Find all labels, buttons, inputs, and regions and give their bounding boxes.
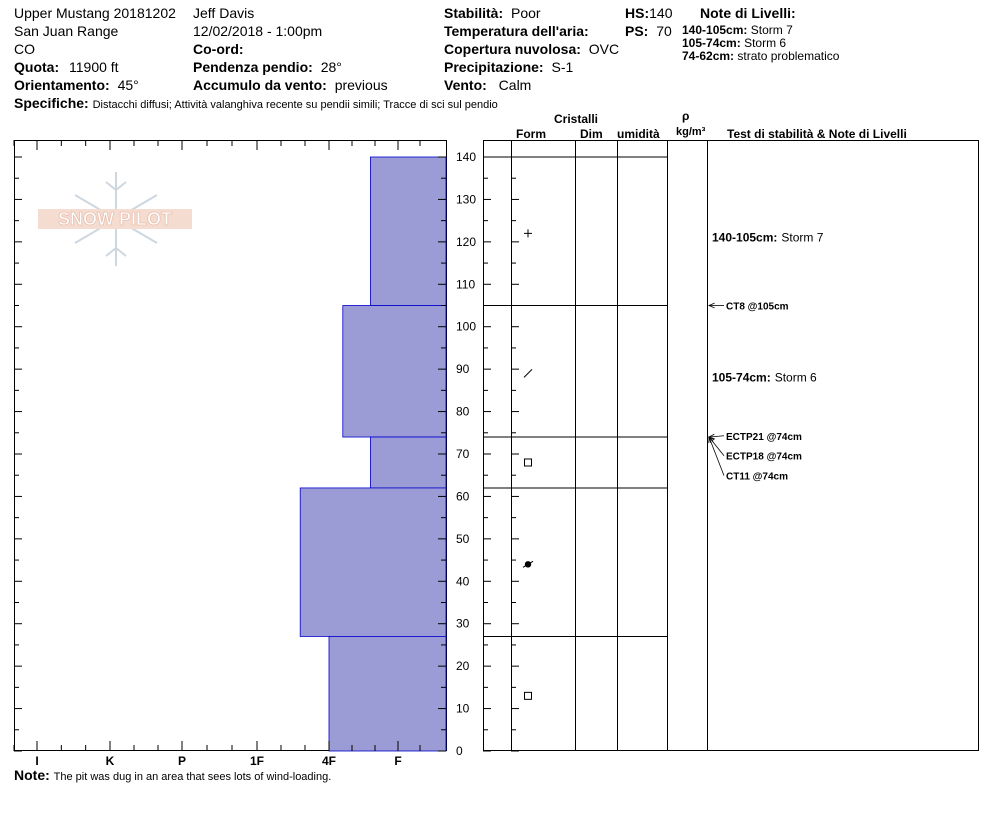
ps-value: 70: [656, 23, 672, 39]
slope-label: Pendenza pendio:: [193, 59, 313, 75]
depth-tick-label: 120: [456, 234, 477, 249]
sky-cover-value: OVC: [588, 41, 620, 57]
layer-note-3-text: strato problematico: [737, 49, 840, 63]
layer-note-text: Storm 6: [774, 370, 817, 385]
air-temp-label: Temperatura dell'aria:: [444, 23, 589, 39]
note-value: The pit was dug in an area that sees lots of wind-loading.: [53, 771, 332, 783]
wind-loading-label: Accumulo da vento:: [193, 77, 327, 93]
observer-name: Jeff Davis: [193, 5, 255, 21]
depth-tick-label: 70: [456, 447, 470, 461]
layer-note-range: 140-105cm:: [712, 230, 778, 245]
logo-text: SNOW PILOT: [58, 209, 172, 229]
hs-label: HS:: [625, 5, 650, 21]
grain-form-decomposing-fragments: [524, 369, 532, 377]
precip-label: Precipitazione:: [444, 59, 544, 75]
hardness-tick-label: 4F: [321, 754, 337, 768]
moisture-header: umidità: [617, 127, 660, 141]
layer-notes-title: Note di Livelli:: [700, 5, 796, 21]
stability-test-label: ECTP18 @74cm: [726, 451, 802, 463]
hs-value: 140: [649, 5, 673, 21]
elevation-value: 11900 ft: [69, 59, 119, 75]
layer-note-range: 105-74cm:: [712, 370, 771, 385]
sky-cover-label: Copertura nuvolosa:: [444, 41, 581, 57]
stability-test-label: CT8 @105cm: [726, 301, 789, 313]
layer-note-2-text: Storm 6: [744, 36, 787, 50]
depth-tick-label: 90: [456, 362, 470, 377]
hardness-tick-label: K: [105, 754, 115, 768]
stability-test: [709, 432, 802, 443]
depth-tick-label: 50: [456, 531, 470, 546]
density-unit: kg/m³: [676, 126, 706, 138]
layer-note-inline: [712, 371, 817, 385]
pit-location: Upper Mustang 20181202: [14, 5, 176, 21]
specifics-value: Distacchi diffusi; Attività valanghiva recente su pendii simili; Tracce di sci sul pendio: [92, 99, 498, 111]
snow-pilot-logo: [38, 172, 192, 266]
stability-test-label: ECTP21 @74cm: [726, 431, 802, 443]
hardness-tick-label: I: [35, 754, 39, 768]
depth-tick-label: 100: [456, 319, 477, 334]
depth-tick-label: 0: [456, 744, 463, 758]
grain-form-faceted-crystals: [525, 692, 532, 699]
depth-tick-label: 110: [456, 277, 476, 292]
stability-test: [709, 302, 789, 313]
stability-test-label: CT11 @74cm: [726, 471, 789, 483]
hardness-tick-label: P: [177, 754, 187, 768]
tests-header: Test di stabilità & Note di Livelli: [727, 127, 907, 141]
depth-tick-label: 60: [456, 489, 470, 504]
layer-note-inline: [712, 231, 824, 245]
state-name: CO: [14, 41, 35, 57]
precip-value: S-1: [551, 59, 574, 75]
grain-form-faceted-crystals: [525, 459, 532, 466]
note-field: [14, 767, 331, 785]
size-header: Dim: [580, 127, 603, 141]
stability-value: Poor: [511, 5, 541, 21]
ps-label: PS:: [625, 23, 649, 39]
wind-value: Calm: [498, 77, 532, 93]
grain-form-melt-forms: [523, 561, 533, 567]
wind-loading-value: previous: [334, 77, 388, 93]
density-symbol: ρ: [682, 109, 690, 123]
hardness-bar: [370, 437, 446, 488]
depth-tick-label: 30: [456, 616, 470, 631]
depth-tick-label: 40: [456, 574, 470, 589]
aspect-label: Orientamento:: [14, 77, 110, 93]
hardness-bar: [343, 306, 446, 438]
form-header: Form: [516, 127, 546, 141]
layer-note-text: Storm 7: [781, 230, 824, 245]
grain-form-precipitation-particles: [524, 229, 532, 237]
depth-tick-label: 140: [456, 150, 477, 164]
layer-note-2-range: 105-74cm:: [682, 36, 741, 50]
hardness-bar: [370, 157, 446, 306]
observation-datetime: 12/02/2018 - 1:00pm: [193, 23, 323, 39]
wind-label: Vento:: [444, 77, 487, 93]
depth-tick-label: 20: [456, 659, 470, 674]
depth-tick-label: 10: [456, 701, 470, 716]
range-name: San Juan Range: [14, 23, 119, 39]
depth-tick-label: 80: [456, 404, 470, 419]
layer-note-1-text: Storm 7: [750, 23, 793, 37]
crystals-header: Cristalli: [554, 112, 599, 126]
stability-label: Stabilità:: [444, 5, 504, 21]
hardness-bar: [329, 636, 446, 751]
slope-value: 28°: [320, 59, 342, 75]
layer-note-3-range: 74-62cm:: [682, 49, 735, 63]
elevation-label: Quota:: [14, 59, 60, 75]
depth-tick-label: 130: [456, 192, 477, 207]
hardness-tick-label: 1F: [249, 754, 265, 768]
layer-note-1-range: 140-105cm:: [682, 23, 748, 37]
note-label: Note:: [14, 767, 50, 783]
hardness-tick-label: F: [394, 754, 402, 768]
hardness-bar: [300, 488, 446, 637]
aspect-value: 45°: [117, 77, 139, 93]
specifics-label: Specifiche:: [14, 95, 89, 111]
coord-label: Co-ord:: [193, 41, 244, 57]
